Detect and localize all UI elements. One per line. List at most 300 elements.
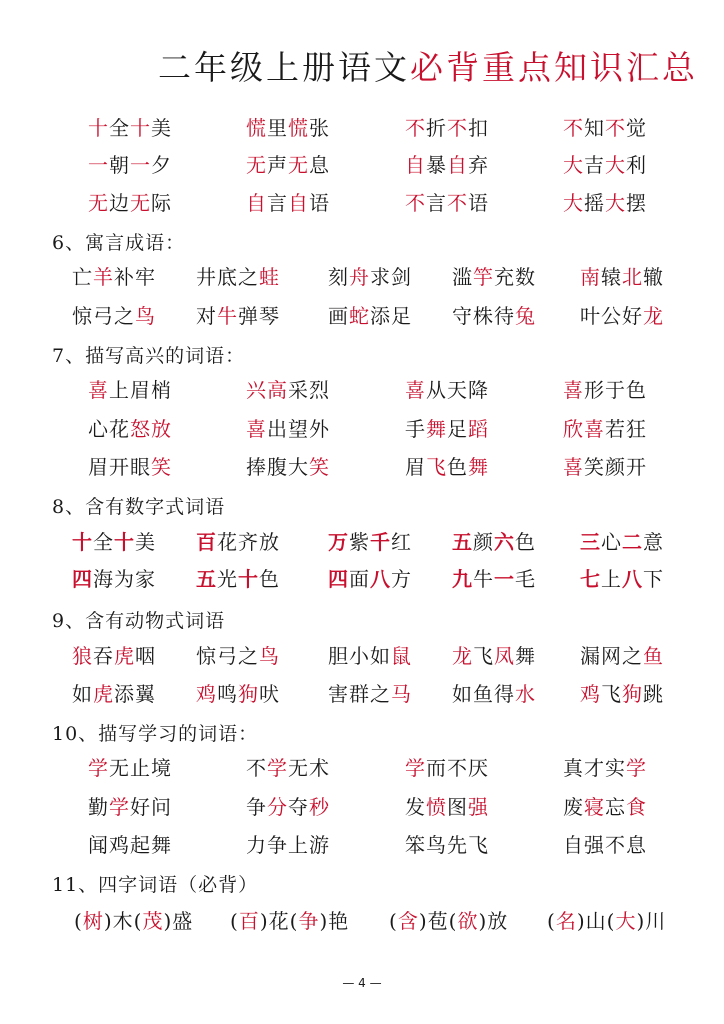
char: 色 [259, 567, 280, 591]
highlight-char: 鼠 [391, 644, 412, 668]
paren: ( [133, 909, 143, 933]
highlight-char: 十 [130, 116, 151, 140]
highlight-char: 笑 [151, 455, 172, 479]
paren: ( [289, 909, 299, 933]
char: 辙 [643, 265, 664, 289]
highlight-char: 龙 [452, 644, 473, 668]
char: 好 [622, 304, 643, 328]
char: 毛 [515, 567, 536, 591]
char: 扣 [468, 116, 489, 140]
idiom [563, 150, 647, 180]
char: 张 [309, 116, 330, 140]
char: 息 [626, 833, 647, 857]
char: 足 [447, 417, 468, 441]
char: 翼 [135, 682, 156, 706]
char: 齐 [238, 530, 259, 554]
char: 下 [643, 567, 664, 591]
char: 鱼 [473, 682, 494, 706]
char: 眉 [405, 455, 426, 479]
highlight-char: 二 [622, 530, 643, 554]
char: 言 [426, 191, 447, 215]
idiom [246, 375, 330, 405]
highlight-char: 八 [622, 567, 643, 591]
char: 方 [391, 567, 412, 591]
char: 闻 [88, 833, 109, 857]
paren: ) [636, 909, 646, 933]
idiom-row [0, 527, 724, 557]
highlight-char: 学 [405, 756, 426, 780]
idiom-row [0, 188, 724, 218]
highlight-char: 不 [605, 116, 626, 140]
highlight-char: 狗 [622, 682, 643, 706]
highlight-char: 七 [580, 567, 601, 591]
highlight-char: 鸡 [196, 682, 217, 706]
char: 颜 [605, 455, 626, 479]
highlight-char: 蹈 [468, 417, 489, 441]
idiom [563, 414, 647, 444]
highlight-char: 十 [238, 567, 259, 591]
char: 开 [626, 455, 647, 479]
highlight-char: 自 [288, 191, 309, 215]
char: 花 [217, 530, 238, 554]
char: 吉 [584, 153, 605, 177]
char: 为 [114, 567, 135, 591]
idiom [196, 262, 280, 292]
highlight-char: 自 [246, 191, 267, 215]
char: 捧 [246, 455, 267, 479]
paren: ) [259, 909, 269, 933]
char: 红 [391, 530, 412, 554]
idiom [328, 301, 412, 331]
char: 惊 [72, 304, 93, 328]
highlight-char: 大 [563, 191, 584, 215]
char: 手 [405, 417, 426, 441]
highlight-char: 竽 [473, 265, 494, 289]
highlight-char: 喜 [405, 378, 426, 402]
char: 暴 [426, 153, 447, 177]
char: 井 [196, 265, 217, 289]
char: 朝 [109, 153, 130, 177]
char: 咽 [135, 644, 156, 668]
char: 游 [309, 833, 330, 857]
char: 意 [643, 530, 664, 554]
char: 笑 [584, 455, 605, 479]
char: 废 [563, 795, 584, 819]
char: 语 [468, 191, 489, 215]
highlight-char: 五 [196, 567, 217, 591]
idiom [405, 753, 489, 783]
char: 公 [601, 304, 622, 328]
char: 不 [605, 833, 626, 857]
char: 木 [112, 909, 134, 933]
highlight-char: 不 [405, 116, 426, 140]
highlight-char: 大 [605, 191, 626, 215]
highlight-char: 名 [555, 909, 577, 933]
paren: ) [103, 909, 113, 933]
title-red: 必背重点知识汇总 [410, 48, 698, 87]
char: 如 [452, 682, 473, 706]
idiom [405, 452, 489, 482]
char: 胆 [328, 644, 349, 668]
highlight-char: 学 [267, 756, 288, 780]
idiom [563, 375, 647, 405]
idiom-row [0, 113, 724, 143]
char: 强 [584, 833, 605, 857]
char: 添 [370, 304, 391, 328]
highlight-char: 三 [580, 530, 601, 554]
char: 弓 [217, 644, 238, 668]
highlight-char: 慌 [288, 116, 309, 140]
highlight-char: 笑 [309, 455, 330, 479]
highlight-char: 喜 [246, 417, 267, 441]
idiom [389, 906, 508, 936]
char: 如 [72, 682, 93, 706]
highlight-char: 舟 [349, 265, 370, 289]
char: 放 [487, 909, 509, 933]
char: 琴 [259, 304, 280, 328]
char: 全 [109, 116, 130, 140]
char: 止 [130, 756, 151, 780]
highlight-char: 自 [405, 153, 426, 177]
char: 先 [447, 833, 468, 857]
highlight-char: 学 [88, 756, 109, 780]
idiom [88, 452, 172, 482]
idiom [72, 564, 156, 594]
char: 境 [151, 756, 172, 780]
char: 漏 [580, 644, 601, 668]
char: 之 [238, 265, 259, 289]
section-heading: 11、四字词语（必背） [52, 874, 259, 896]
char: 紫 [349, 530, 370, 554]
char: 夕 [151, 153, 172, 177]
idiom [88, 753, 172, 783]
idiom [196, 301, 280, 331]
idiom-row [0, 830, 724, 860]
idiom [580, 641, 664, 671]
char: 吠 [259, 682, 280, 706]
char: 开 [109, 455, 130, 479]
char: 底 [217, 265, 238, 289]
highlight-char: 八 [370, 567, 391, 591]
char: 折 [426, 116, 447, 140]
idiom [580, 679, 664, 709]
highlight-char: 鸡 [580, 682, 601, 706]
idiom [452, 527, 536, 557]
char: 光 [217, 567, 238, 591]
char: 牢 [135, 265, 156, 289]
idiom [405, 113, 489, 143]
char: 之 [370, 682, 391, 706]
highlight-char: 喜 [563, 378, 584, 402]
char: 弃 [468, 153, 489, 177]
char: 色 [515, 530, 536, 554]
idiom [452, 301, 536, 331]
idiom [230, 906, 349, 936]
highlight-char: 树 [82, 909, 104, 933]
highlight-char: 学 [109, 795, 130, 819]
highlight-char: 怒 [130, 417, 151, 441]
char: 足 [391, 304, 412, 328]
char: 得 [494, 682, 515, 706]
idiom [246, 753, 330, 783]
idiom [405, 150, 489, 180]
char: 夺 [288, 795, 309, 819]
idiom [328, 262, 412, 292]
char: 美 [151, 116, 172, 140]
char: 吞 [93, 644, 114, 668]
char: 数 [515, 265, 536, 289]
paren: ) [418, 909, 428, 933]
char: 降 [468, 378, 489, 402]
highlight-char: 一 [130, 153, 151, 177]
char: 外 [309, 417, 330, 441]
char: 之 [114, 304, 135, 328]
highlight-char: 无 [130, 191, 151, 215]
paren: ) [319, 909, 329, 933]
highlight-char: 北 [622, 265, 643, 289]
char: 争 [246, 795, 267, 819]
highlight-char: 舞 [426, 417, 447, 441]
section-heading: 9、含有动物式词语 [52, 610, 226, 632]
highlight-char: 慌 [246, 116, 267, 140]
highlight-char: 六 [494, 530, 515, 554]
char: 颜 [473, 530, 494, 554]
idiom [88, 375, 172, 405]
idiom [72, 641, 156, 671]
highlight-char: 马 [391, 682, 412, 706]
highlight-char: 万 [328, 530, 349, 554]
highlight-char: 兔 [515, 304, 536, 328]
idiom [563, 830, 647, 860]
idiom [580, 301, 664, 331]
char: 亡 [72, 265, 93, 289]
highlight-char: 大 [615, 909, 637, 933]
char: 才 [584, 756, 605, 780]
char: 笨 [405, 833, 426, 857]
highlight-char: 舞 [468, 455, 489, 479]
char: 小 [349, 644, 370, 668]
char: 真 [563, 756, 584, 780]
char: 图 [447, 795, 468, 819]
char: 充 [494, 265, 515, 289]
idiom [72, 679, 156, 709]
char: 守 [452, 304, 473, 328]
char: 川 [645, 909, 667, 933]
idiom [563, 452, 647, 482]
char: 声 [267, 153, 288, 177]
char: 力 [246, 833, 267, 857]
char: 眉 [130, 378, 151, 402]
char: 对 [196, 304, 217, 328]
char: 山 [585, 909, 607, 933]
char: 大 [288, 455, 309, 479]
char: 眼 [130, 455, 151, 479]
char: 眉 [88, 455, 109, 479]
highlight-char: 强 [468, 795, 489, 819]
highlight-char: 狼 [72, 644, 93, 668]
highlight-char: 无 [246, 153, 267, 177]
char: 鸣 [217, 682, 238, 706]
idiom [405, 830, 489, 860]
char: 色 [626, 378, 647, 402]
char: 无 [288, 756, 309, 780]
idiom [246, 830, 330, 860]
section-heading: 6、寓言成语： [52, 232, 186, 254]
idiom-row [0, 753, 724, 783]
paren: ( [547, 909, 556, 933]
char: 盛 [172, 909, 194, 933]
char: 边 [109, 191, 130, 215]
char: 上 [601, 567, 622, 591]
highlight-char: 茂 [142, 909, 164, 933]
idiom [196, 527, 280, 557]
idiom [405, 792, 489, 822]
idiom-row [0, 906, 724, 936]
idiom-row [0, 414, 724, 444]
char: 不 [246, 756, 267, 780]
idiom-row [0, 150, 724, 180]
paren: ) [478, 909, 488, 933]
char: 添 [114, 682, 135, 706]
idiom [246, 452, 330, 482]
char: 艳 [328, 909, 350, 933]
highlight-char: 不 [447, 116, 468, 140]
char: 而 [426, 756, 447, 780]
highlight-char: 欣 [563, 417, 584, 441]
char: 花 [109, 417, 130, 441]
char: 狂 [626, 417, 647, 441]
highlight-char: 欲 [457, 909, 479, 933]
char: 形 [584, 378, 605, 402]
char: 术 [309, 756, 330, 780]
page-number: — 4 — [342, 976, 382, 990]
highlight-char: 秒 [309, 795, 330, 819]
char: 觉 [626, 116, 647, 140]
char: 里 [267, 116, 288, 140]
char: 好 [130, 795, 151, 819]
paren: ( [74, 909, 83, 933]
char: 飞 [473, 644, 494, 668]
highlight-char: 放 [151, 417, 172, 441]
char: 舞 [515, 644, 536, 668]
idiom [405, 188, 489, 218]
highlight-char: 南 [580, 265, 601, 289]
highlight-char: 百 [196, 530, 217, 554]
idiom [405, 375, 489, 405]
idiom [88, 188, 172, 218]
idiom-row [0, 452, 724, 482]
char: 如 [370, 644, 391, 668]
idiom-row [0, 679, 724, 709]
char: 株 [473, 304, 494, 328]
char: 利 [626, 153, 647, 177]
highlight-char: 四 [72, 567, 93, 591]
char: 心 [88, 417, 109, 441]
idiom-row [0, 301, 724, 331]
char: 色 [447, 455, 468, 479]
highlight-char: 飞 [426, 455, 447, 479]
char: 实 [605, 756, 626, 780]
highlight-char: 虎 [93, 682, 114, 706]
highlight-char: 五 [452, 530, 473, 554]
highlight-char: 不 [447, 191, 468, 215]
char: 苞 [427, 909, 449, 933]
char: 剑 [391, 265, 412, 289]
char: 群 [349, 682, 370, 706]
char: 鸟 [426, 833, 447, 857]
highlight-char: 凤 [494, 644, 515, 668]
char: 息 [309, 153, 330, 177]
idiom [246, 150, 330, 180]
paren: ( [389, 909, 398, 933]
char: 从 [426, 378, 447, 402]
highlight-char: 高 [267, 378, 288, 402]
char: 若 [605, 417, 626, 441]
section-heading: 8、含有数字式词语 [52, 496, 226, 518]
char: 望 [288, 417, 309, 441]
char: 起 [130, 833, 151, 857]
idiom-row [0, 262, 724, 292]
idiom [328, 641, 412, 671]
highlight-char: 牛 [217, 304, 238, 328]
char: 心 [601, 530, 622, 554]
idiom [580, 527, 664, 557]
highlight-char: 十 [72, 530, 93, 554]
idiom [328, 527, 412, 557]
idiom [74, 906, 193, 936]
char: 全 [93, 530, 114, 554]
highlight-char: 不 [563, 116, 584, 140]
idiom [246, 792, 330, 822]
highlight-char: 蛙 [259, 265, 280, 289]
highlight-char: 百 [238, 909, 260, 933]
highlight-char: 十 [114, 530, 135, 554]
highlight-char: 含 [397, 909, 419, 933]
char: 知 [584, 116, 605, 140]
idiom [452, 564, 536, 594]
char: 补 [114, 265, 135, 289]
highlight-char: 千 [370, 530, 391, 554]
highlight-char: 一 [494, 567, 515, 591]
char: 家 [135, 567, 156, 591]
char: 无 [109, 756, 130, 780]
char: 忘 [605, 795, 626, 819]
char: 采 [288, 378, 309, 402]
highlight-char: 鸟 [259, 644, 280, 668]
char: 腹 [267, 455, 288, 479]
highlight-char: 龙 [643, 304, 664, 328]
char: 海 [93, 567, 114, 591]
highlight-char: 大 [563, 153, 584, 177]
paren: ) [163, 909, 173, 933]
title-black: 二年级上册语文 [158, 48, 410, 87]
char: 刻 [328, 265, 349, 289]
highlight-char: 喜 [584, 417, 605, 441]
idiom [405, 414, 489, 444]
idiom-row [0, 375, 724, 405]
idiom [72, 262, 156, 292]
char: 上 [288, 833, 309, 857]
char: 害 [328, 682, 349, 706]
char: 之 [622, 644, 643, 668]
char: 画 [328, 304, 349, 328]
char: 惊 [196, 644, 217, 668]
highlight-char: 十 [88, 116, 109, 140]
highlight-char: 大 [605, 153, 626, 177]
page-title [158, 42, 698, 89]
section-heading: 10、描写学习的词语： [52, 723, 259, 745]
char: 跳 [643, 682, 664, 706]
